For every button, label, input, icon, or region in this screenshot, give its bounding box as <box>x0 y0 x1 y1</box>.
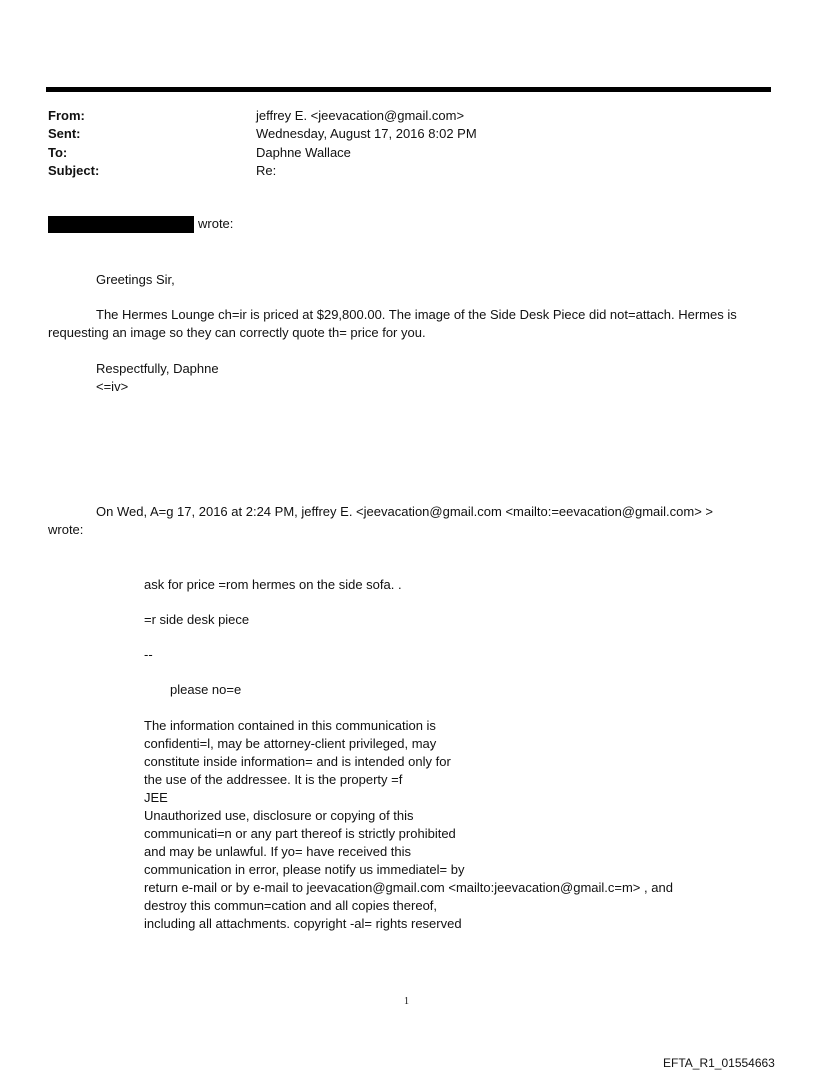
disclaimer-line: Unauthorized use, disclosure or copying of this <box>144 808 414 823</box>
disclaimer-line: the use of the addressee. It is the property =f <box>144 772 403 787</box>
greeting: Greetings Sir, <box>96 272 175 287</box>
div-tag: <=iv> <box>96 379 129 394</box>
subject-label: Subject: <box>48 163 100 178</box>
from-value: jeffrey E. <jeevacation@gmail.com> <box>256 108 465 123</box>
wrote-label: wrote: <box>198 216 234 231</box>
quoted-side-desk: =r side desk piece <box>144 612 250 627</box>
page-number: 1 <box>404 996 409 1007</box>
please-note: please no=e <box>170 682 242 697</box>
document-id: EFTA_R1_01554663 <box>663 1056 775 1070</box>
disclaimer-line: return e-mail or by e-mail to jeevacation@gmail.com <mailto:jeevacation@gmail.c=m> , and <box>144 880 673 895</box>
quoted-request: ask for price =rom hermes on the side sofa. . <box>144 577 402 592</box>
disclaimer <box>144 717 673 933</box>
from-label: From: <box>48 108 85 123</box>
to-value: Daphne Wallace <box>256 145 351 160</box>
disclaimer-line: communicati=n or any part thereof is strictly prohibited <box>144 826 456 841</box>
paragraph-line-1: The Hermes Lounge ch=ir is priced at $29,800.00. The image of the Side Desk Piece did not=attach. Hermes is <box>96 307 737 322</box>
disclaimer-line: and may be unlawful. If yo= have received this <box>144 844 412 859</box>
quote-header-line-2: wrote: <box>48 522 84 537</box>
disclaimer-line: JEE <box>144 790 168 805</box>
redaction-block <box>48 216 194 233</box>
signature-separator: -- <box>144 647 153 662</box>
disclaimer-line: including all attachments. copyright -al= rights reserved <box>144 916 462 931</box>
signoff: Respectfully, Daphne <box>96 361 219 376</box>
subject-value: Re: <box>256 163 277 178</box>
header-rule <box>46 87 771 92</box>
paragraph-line-2: requesting an image so they can correctly quote th= price for you. <box>48 325 426 340</box>
disclaimer-line: confidenti=l, may be attorney-client privileged, may <box>144 736 437 751</box>
disclaimer-line: constitute inside information= and is intended only for <box>144 754 451 769</box>
disclaimer-line: destroy this commun=cation and all copies thereof, <box>144 898 438 913</box>
to-label: To: <box>48 145 68 160</box>
sent-value: Wednesday, August 17, 2016 8:02 PM <box>256 126 477 141</box>
sent-label: Sent: <box>48 126 81 141</box>
quote-header-line-1: On Wed, A=g 17, 2016 at 2:24 PM, jeffrey E. <jeevacation@gmail.com <mailto:=eevacation@gmail.com> > <box>96 504 714 519</box>
disclaimer-line: communication in error, please notify us immediatel= by <box>144 862 465 877</box>
disclaimer-line: The information contained in this communication is <box>144 718 436 733</box>
